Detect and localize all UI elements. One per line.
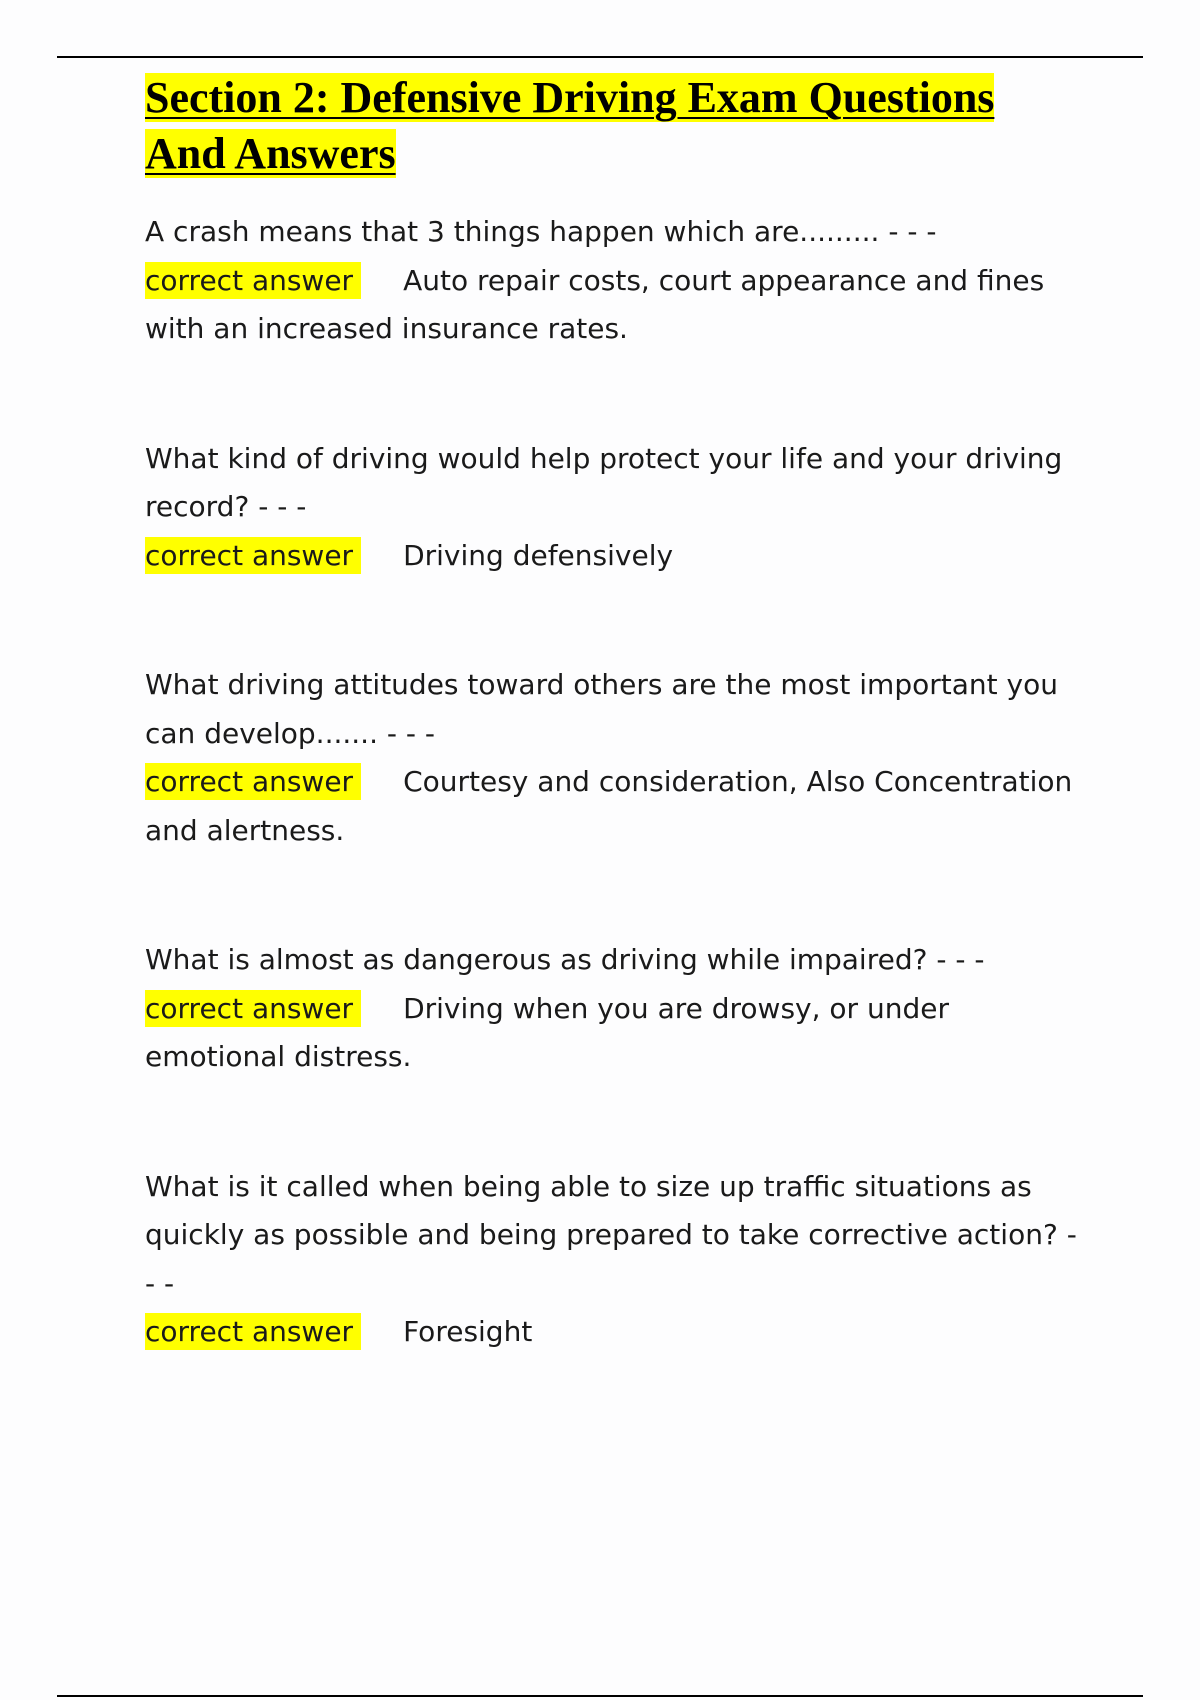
section-title <box>145 70 1090 182</box>
header-rule <box>57 56 1143 58</box>
section-title-line-1: Section 2: Defensive Driving Exam Questions <box>145 73 995 122</box>
footer-rule <box>57 1695 1143 1697</box>
answer-line <box>145 985 1090 1082</box>
question-text: What is almost as dangerous as driving while impaired? - - - <box>145 943 985 976</box>
correct-answer-label: correct answer <box>145 537 361 574</box>
qa-item-5 <box>145 1163 1090 1357</box>
correct-answer-label: correct answer <box>145 262 361 299</box>
question-text: What driving attitudes toward others are the most important you can develop....... - - - <box>145 668 1058 750</box>
answer-line <box>145 257 1090 354</box>
qa-item-4 <box>145 936 1090 1082</box>
answer-text: Driving when you are drowsy, or under emotional distress. <box>145 991 949 1073</box>
answer-line <box>145 758 1090 855</box>
question-text: What kind of driving would help protect your life and your driving record? - - - <box>145 441 1063 523</box>
qa-item-3 <box>145 661 1090 855</box>
correct-answer-label: correct answer <box>145 1313 361 1350</box>
question-text: What is it called when being able to size up traffic situations as quickly as possible and being prepared to take corrective action? - - - <box>145 1169 1077 1300</box>
answer-line <box>145 532 1090 581</box>
correct-answer-label: correct answer <box>145 763 361 800</box>
answer-text: Foresight <box>403 1315 533 1348</box>
answer-text: Courtesy and consideration, Also Concentration and alertness. <box>145 765 1073 847</box>
document-body <box>145 70 1090 1357</box>
correct-answer-label: correct answer <box>145 990 361 1027</box>
question-text: A crash means that 3 things happen which are......... - - - <box>145 215 937 248</box>
answer-text: Auto repair costs, court appearance and fines with an increased insurance rates. <box>145 263 1045 345</box>
answer-line <box>145 1308 1090 1357</box>
section-title-line-2: And Answers <box>145 129 396 178</box>
qa-item-1 <box>145 208 1090 354</box>
qa-item-2 <box>145 435 1090 581</box>
answer-text: Driving defensively <box>403 538 674 572</box>
